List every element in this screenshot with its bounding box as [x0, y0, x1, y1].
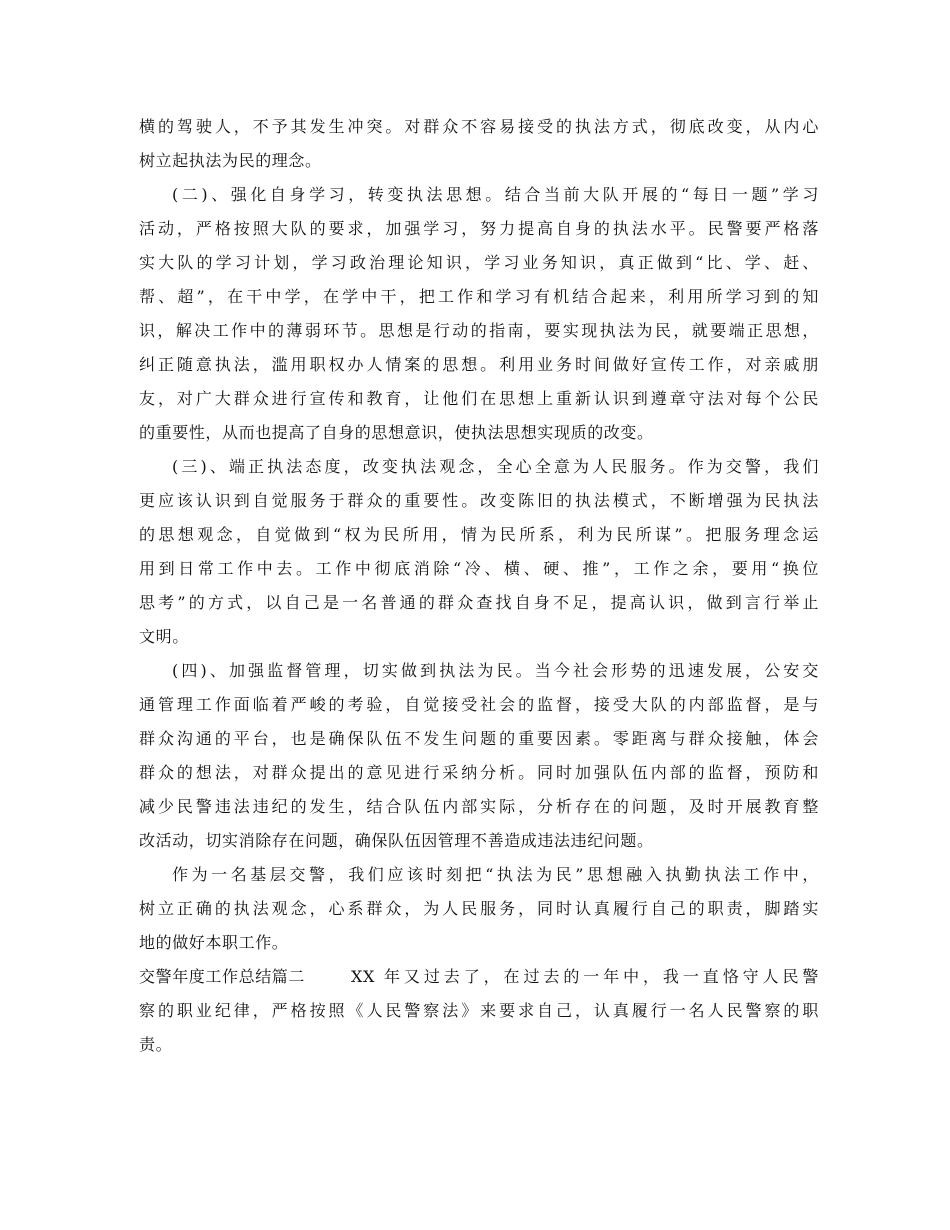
text-line: 纠正随意执法，滥用职权办人情案的思想。利用业务时间做好宣传工作，对亲戚朋 — [139, 355, 819, 374]
text-line: 的思想观念，自觉做到“权为民所用，情为民所系，利为民所谋”。把服务理念运 — [139, 525, 819, 544]
text-line: 减少民警违法违纪的发生，结合队伍内部实际，分析存在的问题，及时开展教育整 — [139, 797, 819, 816]
text-line: 识，解决工作中的薄弱环节。思想是行动的指南，要实现执法为民，就要端正思想， — [139, 321, 819, 340]
text-line: 责。 — [139, 1035, 173, 1054]
text-line: 实大队的学习计划，学习政治理论知识，学习业务知识，真正做到“比、学、赶、 — [139, 253, 819, 272]
section — [139, 960, 819, 1062]
paragraph — [139, 110, 819, 178]
title-gap — [305, 960, 351, 994]
text-line: 通管理工作面临着严峻的考验，自觉接受社会的监督，接受大队的内部监督，是与 — [139, 695, 819, 714]
section-title: 交警年度工作总结篇二 — [139, 967, 306, 986]
text-line: 的重要性，从而也提高了自身的思想意识，使执法思想实现质的改变。 — [139, 423, 654, 442]
text-line: (二)、强化自身学习，转变执法思想。结合当前大队开展的“每日一题”学习 — [172, 185, 819, 204]
text-line: 改活动，切实消除存在问题，确保队伍因管理不善造成违法违纪问题。 — [139, 831, 654, 850]
text-line: 文明。 — [139, 627, 189, 646]
text-line: 群众的想法，对群众提出的意见进行采纳分析。同时加强队伍内部的监督，预防和 — [139, 763, 819, 782]
text-line: 横的驾驶人，不予其发生冲突。对群众不容易接受的执法方式，彻底改变，从内心 — [139, 117, 819, 136]
section-text: XX 年又过去了，在过去的一年中，我一直恪守人民警 — [351, 967, 819, 986]
text-line: 察的职业纪律，严格按照《人民警察法》来要求自己，认真履行一名人民警察的职 — [139, 1001, 819, 1020]
text-line: 友，对广大群众进行宣传和教育，让他们在思想上重新认识到遵章守法对每个公民 — [139, 389, 819, 408]
paragraph — [139, 858, 819, 960]
text-line: 思考”的方式，以自己是一名普通的群众查找自身不足，提高认识，做到言行举止 — [139, 593, 819, 612]
document-page — [139, 110, 819, 1062]
text-line: 群众沟通的平台，也是确保队伍不发生问题的重要因素。零距离与群众接触，体会 — [139, 729, 819, 748]
text-line: 树立正确的执法观念，心系群众，为人民服务，同时认真履行自己的职责，脚踏实 — [139, 899, 819, 918]
text-line: 作为一名基层交警，我们应该时刻把“执法为民”思想融入执勤执法工作中， — [172, 865, 819, 884]
text-line: 帮、超”，在干中学，在学中干，把工作和学习有机结合起来，利用所学习到的知 — [139, 287, 819, 306]
text-line: (三)、端正执法态度，改变执法观念，全心全意为人民服务。作为交警，我们 — [172, 457, 819, 476]
text-line: 树立起执法为民的理念。 — [139, 151, 322, 170]
text-line: (四)、加强监督管理，切实做到执法为民。当今社会形势的迅速发展，公安交 — [172, 661, 819, 680]
text-line: 活动，严格按照大队的要求，加强学习，努力提高自身的执法水平。民警要严格落 — [139, 219, 819, 238]
paragraph — [139, 450, 819, 654]
text-line: 用到日常工作中去。工作中彻底消除“冷、横、硬、推”，工作之余，要用“换位 — [139, 559, 819, 578]
text-line: 更应该认识到自觉服务于群众的重要性。改变陈旧的执法模式，不断增强为民执法 — [139, 491, 819, 510]
paragraph — [139, 654, 819, 858]
paragraph — [139, 178, 819, 450]
text-line: 地的做好本职工作。 — [139, 933, 289, 952]
section-first-line — [139, 960, 819, 994]
